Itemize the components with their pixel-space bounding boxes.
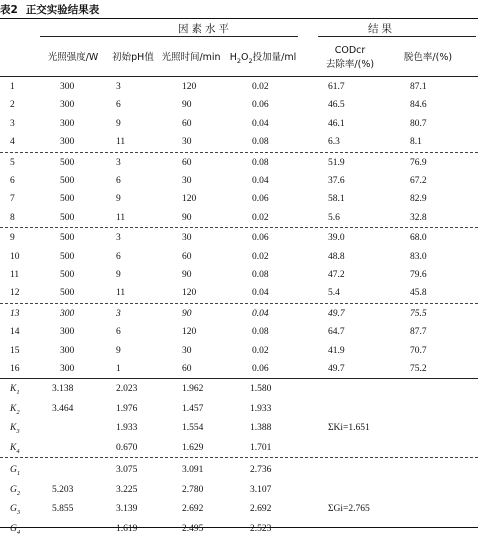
group-divider	[0, 152, 478, 153]
group-header-factors: 因素水平	[178, 23, 232, 35]
cell-no: 12	[10, 288, 20, 299]
cell-cod: 41.9	[328, 345, 345, 356]
g-row-label	[10, 504, 20, 516]
cell-cod: 37.6	[328, 176, 345, 186]
cell-cod: 61.7	[328, 82, 345, 92]
g-row-letter: G	[10, 523, 17, 534]
cell-light: 300	[60, 137, 75, 148]
cell-time: 30	[182, 233, 192, 244]
g-row-letter: G	[10, 484, 17, 495]
header-decolor-rate: 脱色率/(%)	[403, 52, 453, 63]
factors-underline	[40, 36, 298, 37]
cell-cod: 46.5	[328, 100, 345, 111]
g-row-subscript: 2	[16, 489, 21, 497]
cell-time: 90	[182, 270, 192, 280]
cell-ph: 6	[116, 327, 121, 338]
cell-h2o2: 0.08	[252, 157, 269, 168]
header-cod-line2: 去除率/(%)	[325, 59, 375, 70]
header-initial-ph: 初始pH值	[112, 52, 154, 63]
cell-time: 90	[182, 100, 192, 111]
cell-time: 120	[182, 82, 197, 92]
k-row-ph: 0.670	[116, 442, 138, 453]
g-row-ph: 3.139	[116, 504, 138, 515]
k-row-h2o2: 1.388	[250, 423, 272, 434]
cell-light: 500	[60, 270, 75, 280]
g-row-note: ΣGi=2.765	[328, 504, 370, 515]
g-row-letter: G	[10, 465, 17, 476]
cell-ph: 3	[116, 157, 121, 168]
cell-h2o2: 0.06	[252, 364, 269, 374]
cell-time: 60	[182, 118, 192, 129]
cell-h2o2: 0.04	[252, 176, 269, 186]
cell-cod: 58.1	[328, 194, 345, 205]
k-row-letter: K	[10, 423, 17, 434]
g-row-label	[10, 465, 20, 477]
cell-ph: 3	[116, 308, 121, 319]
cell-no: 14	[10, 327, 20, 338]
cell-decolor: 80.7	[410, 118, 427, 129]
cell-cod: 51.9	[328, 157, 345, 168]
k-row-light: 3.138	[52, 384, 74, 395]
table-number: 表2	[0, 4, 18, 16]
cell-light: 500	[60, 251, 75, 262]
k-row-label	[10, 443, 20, 455]
cell-cod: 49.7	[328, 308, 345, 319]
g-row-ph: 3.075	[116, 465, 138, 476]
header-cod-line1: CODcr	[334, 45, 366, 56]
cell-h2o2: 0.04	[252, 118, 269, 129]
cell-h2o2: 0.04	[252, 308, 269, 319]
header-light-intensity: 光照强度/W	[47, 52, 99, 63]
cell-h2o2: 0.06	[252, 100, 269, 111]
k-row-ph: 1.933	[116, 423, 138, 434]
cell-light: 500	[60, 212, 75, 223]
cell-cod: 64.7	[328, 327, 345, 338]
cell-no: 3	[10, 118, 15, 129]
cell-ph: 1	[116, 364, 121, 374]
k-row-h2o2: 1.580	[250, 384, 272, 395]
table-caption	[0, 2, 99, 17]
cell-decolor: 79.6	[410, 270, 427, 280]
k-row-subscript: 2	[16, 408, 20, 416]
cell-time: 60	[182, 364, 192, 374]
group-divider	[0, 227, 478, 228]
header-light-time: 光照时间/min	[161, 52, 221, 63]
cell-h2o2: 0.08	[252, 327, 269, 338]
cell-decolor: 84.6	[410, 100, 427, 111]
g-row-subscript: 1	[16, 470, 21, 478]
cell-ph: 9	[116, 118, 121, 129]
k-row-light: 3.464	[52, 403, 74, 414]
header-rule	[0, 76, 478, 77]
k-row-h2o2: 1.701	[250, 442, 272, 453]
cell-light: 500	[60, 288, 75, 299]
results-underline	[318, 36, 476, 37]
cell-light: 300	[60, 345, 75, 356]
k-row-letter: K	[10, 442, 17, 453]
cell-no: 2	[10, 100, 15, 111]
cell-ph: 9	[116, 194, 121, 205]
cell-h2o2: 0.06	[252, 233, 269, 244]
cell-decolor: 68.0	[410, 233, 427, 244]
g-row-time: 2.780	[182, 484, 204, 495]
cell-light: 300	[60, 327, 75, 338]
g-row-h2o2: 2.692	[250, 504, 272, 515]
cell-light: 300	[60, 364, 75, 374]
cell-no: 7	[10, 194, 15, 205]
k-section-rule	[0, 378, 478, 379]
cell-decolor: 82.9	[410, 194, 427, 205]
cell-decolor: 75.5	[410, 308, 427, 319]
cell-cod: 39.0	[328, 233, 345, 244]
cell-ph: 11	[116, 137, 126, 148]
cell-time: 120	[182, 288, 197, 299]
cell-cod: 5.4	[328, 288, 340, 299]
cell-decolor: 75.2	[410, 364, 427, 374]
g-row-time: 3.091	[182, 465, 204, 476]
cell-ph: 11	[116, 212, 126, 223]
cell-no: 9	[10, 233, 15, 244]
cell-ph: 6	[116, 100, 121, 111]
cell-time: 30	[182, 176, 192, 186]
cell-cod: 6.3	[328, 137, 340, 148]
cell-cod: 48.8	[328, 251, 345, 262]
g-row-light: 5.855	[52, 504, 74, 515]
cell-no: 8	[10, 212, 15, 223]
cell-decolor: 87.1	[410, 82, 427, 92]
cell-no: 13	[10, 308, 20, 319]
cell-no: 10	[10, 251, 20, 262]
cell-no: 4	[10, 137, 15, 148]
cell-light: 500	[60, 233, 75, 244]
g-row-subscript: 4	[16, 528, 21, 536]
cell-h2o2: 0.08	[252, 270, 269, 280]
cell-cod: 46.1	[328, 118, 345, 129]
k-row-label	[10, 423, 20, 435]
k-row-time: 1.629	[182, 442, 204, 453]
cell-time: 90	[182, 212, 192, 223]
cell-light: 500	[60, 176, 75, 186]
header-h2o2-dosage: $H_2O_2$投加量/ml	[229, 52, 297, 65]
g-row-subscript: 3	[16, 509, 21, 517]
top-rule	[0, 18, 478, 19]
cell-decolor: 83.0	[410, 251, 427, 262]
g-row-ph: 1.619	[116, 523, 138, 534]
bottom-rule	[0, 527, 478, 528]
cell-decolor: 8.1	[410, 137, 422, 148]
cell-h2o2: 0.02	[252, 212, 269, 223]
cell-decolor: 87.7	[410, 327, 427, 338]
cell-no: 16	[10, 364, 20, 374]
group-divider	[0, 303, 478, 304]
cell-no: 1	[10, 82, 15, 92]
g-row-h2o2: 2.736	[250, 465, 272, 476]
cell-no: 15	[10, 345, 20, 356]
g-row-h2o2: 2.523	[250, 523, 272, 534]
cell-cod: 49.7	[328, 364, 345, 374]
cell-light: 500	[60, 194, 75, 205]
cell-no: 5	[10, 157, 15, 168]
cell-time: 30	[182, 345, 192, 356]
cell-ph: 6	[116, 251, 121, 262]
cell-h2o2: 0.02	[252, 82, 269, 92]
k-row-time: 1.457	[182, 403, 204, 414]
cell-ph: 3	[116, 233, 121, 244]
table-title: 正交实验结果表	[25, 4, 100, 16]
k-row-ph: 1.976	[116, 403, 138, 414]
cell-light: 300	[60, 118, 75, 129]
cell-light: 300	[60, 308, 75, 319]
k-row-time: 1.962	[182, 384, 204, 395]
cell-decolor: 70.7	[410, 345, 427, 356]
cell-light: 500	[60, 157, 75, 168]
cell-light: 300	[60, 100, 75, 111]
g-row-ph: 3.225	[116, 484, 138, 495]
g-row-time: 2.692	[182, 504, 204, 515]
cell-decolor: 67.2	[410, 176, 427, 186]
cell-time: 90	[182, 308, 192, 319]
cell-h2o2: 0.06	[252, 194, 269, 205]
k-row-time: 1.554	[182, 423, 204, 434]
k-row-label	[10, 404, 20, 416]
k-row-letter: K	[10, 384, 17, 395]
cell-decolor: 45.8	[410, 288, 427, 299]
k-row-h2o2: 1.933	[250, 403, 272, 414]
g-section-divider	[0, 457, 478, 458]
cell-h2o2: 0.02	[252, 251, 269, 262]
cell-cod: 5.6	[328, 212, 340, 223]
k-row-note: ΣKi=1.651	[328, 423, 370, 434]
g-row-label	[10, 485, 20, 497]
cell-light: 300	[60, 82, 75, 92]
cell-cod: 47.2	[328, 270, 345, 280]
cell-no: 11	[10, 270, 20, 280]
cell-ph: 9	[116, 345, 121, 356]
cell-time: 30	[182, 137, 192, 148]
k-row-letter: K	[10, 403, 17, 414]
cell-decolor: 76.9	[410, 157, 427, 168]
cell-h2o2: 0.08	[252, 137, 269, 148]
cell-no: 6	[10, 176, 15, 186]
cell-ph: 3	[116, 82, 121, 92]
cell-h2o2: 0.02	[252, 345, 269, 356]
k-row-subscript: 1	[16, 389, 20, 397]
g-row-time: 2.495	[182, 523, 204, 534]
g-row-letter: G	[10, 504, 17, 515]
cell-time: 60	[182, 251, 192, 262]
k-row-subscript: 4	[16, 447, 20, 455]
group-header-results: 结果	[368, 23, 395, 35]
cell-decolor: 32.8	[410, 212, 427, 223]
cell-ph: 6	[116, 176, 121, 186]
k-row-ph: 2.023	[116, 384, 138, 395]
cell-h2o2: 0.04	[252, 288, 269, 299]
cell-time: 120	[182, 194, 197, 205]
cell-ph: 9	[116, 270, 121, 280]
g-row-light: 5.203	[52, 484, 74, 495]
k-row-subscript: 3	[16, 428, 20, 436]
g-row-h2o2: 3.107	[250, 484, 272, 495]
k-row-label	[10, 384, 20, 396]
cell-time: 60	[182, 157, 192, 168]
cell-ph: 11	[116, 288, 126, 299]
cell-time: 120	[182, 327, 197, 338]
